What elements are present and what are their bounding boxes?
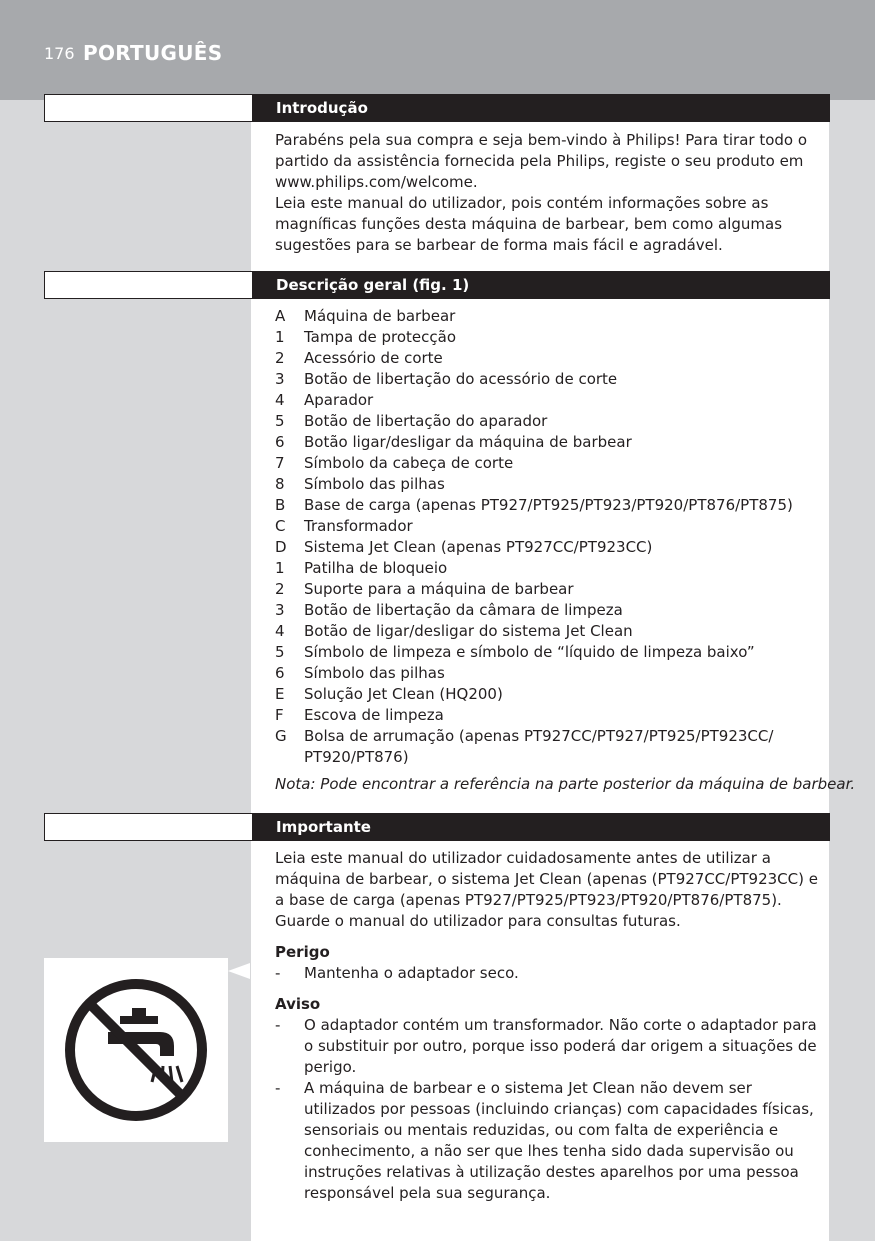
list-item <box>275 495 827 516</box>
list-item <box>275 726 827 768</box>
bullet-text: O adaptador contém um transformador. Não corte o adaptador para o substituir por outro, porque isso poderá dar origem a situações de perigo. <box>304 1016 817 1076</box>
danger-list <box>275 963 827 984</box>
page-number: 176 <box>44 44 75 63</box>
list-item-text: Sistema Jet Clean (apenas PT927CC/PT923CC) <box>304 538 653 556</box>
bullet-item <box>275 1015 827 1078</box>
list-item <box>275 306 827 327</box>
list-item <box>275 411 827 432</box>
bullet-text: A máquina de barbear e o sistema Jet Clean não devem ser utilizados por pessoas (incluindo crianças) com capacidades físicas, sensoriais ou mentais reduzidas, ou com falta de experiência e conhecimento, a não ser que lhes tenha sido dada supervisão ou instruções relativas à utilização destes aparelhos por uma pessoa responsável pela sua segurança. <box>304 1079 814 1202</box>
intro-paragraph-2: Leia este manual do utilizador, pois contém informações sobre as magníficas funções desta máquina de barbear, bem como algumas sugestões para se barbear de forma mais fácil e agradável. <box>275 194 783 254</box>
list-item-key: 7 <box>275 454 285 472</box>
list-item <box>275 327 827 348</box>
section-bar-overview <box>44 271 830 299</box>
list-item <box>275 516 827 537</box>
bullet-dash: - <box>275 964 281 982</box>
list-item-key: 5 <box>275 412 285 430</box>
list-item-text: Botão de ligar/desligar do sistema Jet Clean <box>304 622 633 640</box>
list-item-key: C <box>275 517 286 535</box>
list-item-key: 4 <box>275 391 285 409</box>
list-item-text: Símbolo das pilhas <box>304 664 445 682</box>
list-item-key: 1 <box>275 328 285 346</box>
list-item-key: 1 <box>275 559 285 577</box>
right-margin-strip <box>829 100 875 1241</box>
list-item <box>275 537 827 558</box>
list-item-key: E <box>275 685 285 703</box>
list-item-key: 8 <box>275 475 285 493</box>
list-item <box>275 684 827 705</box>
list-item <box>275 390 827 411</box>
list-item-text: Símbolo da cabeça de corte <box>304 454 514 472</box>
bullet-dash: - <box>275 1079 281 1097</box>
list-item <box>275 474 827 495</box>
list-item-key: 2 <box>275 580 285 598</box>
list-item-key: A <box>275 307 286 325</box>
bullet-item <box>275 963 827 984</box>
list-item <box>275 558 827 579</box>
list-item-text: Botão de libertação da câmara de limpeza <box>304 601 623 619</box>
bullet-dash: - <box>275 1016 281 1034</box>
section-title-overview: Descrição geral (fig. 1) <box>276 276 470 294</box>
list-item <box>275 705 827 726</box>
list-item-key: 3 <box>275 601 285 619</box>
list-item-text: Transformador <box>304 517 413 535</box>
bullet-text: Mantenha o adaptador seco. <box>304 964 519 982</box>
list-item-text: Escova de limpeza <box>304 706 444 724</box>
list-item <box>275 579 827 600</box>
list-item-key: B <box>275 496 286 514</box>
list-item-text: Símbolo das pilhas <box>304 475 445 493</box>
list-item-key: G <box>275 727 287 745</box>
list-item-text: Símbolo de limpeza e símbolo de “líquido de limpeza baixo” <box>304 643 755 661</box>
bullet-item <box>275 1078 827 1204</box>
list-item <box>275 600 827 621</box>
list-item-key: 5 <box>275 643 285 661</box>
list-item-key: D <box>275 538 287 556</box>
list-item <box>275 663 827 684</box>
list-item-key: 3 <box>275 370 285 388</box>
list-item-text: Tampa de protecção <box>304 328 456 346</box>
reference-note: Nota: Pode encontrar a referência na parte posterior da máquina de barbear. <box>275 775 856 793</box>
intro-text <box>275 130 827 256</box>
list-item <box>275 642 827 663</box>
list-item-text: Base de carga (apenas PT927/PT925/PT923/PT920/PT876/PT875) <box>304 496 793 514</box>
list-item <box>275 348 827 369</box>
list-item-text: Botão ligar/desligar da máquina de barbear <box>304 433 632 451</box>
list-item-text: Solução Jet Clean (HQ200) <box>304 685 503 703</box>
intro-paragraph-1: Parabéns pela sua compra e seja bem-vindo à Philips! Para tirar todo o partido da assistência fornecida pela Philips, registe o seu produto em www.philips.com/welcome. <box>275 131 808 191</box>
list-item-text: Suporte para a máquina de barbear <box>304 580 574 598</box>
list-item-text: Botão de libertação do acessório de corte <box>304 370 618 388</box>
parts-list <box>275 306 827 768</box>
list-item <box>275 621 827 642</box>
list-item <box>275 432 827 453</box>
section-bar-intro <box>44 94 830 122</box>
list-item <box>275 453 827 474</box>
section-title-important: Importante <box>276 818 371 836</box>
warning-symbol-box <box>44 958 228 1142</box>
section-title-intro: Introdução <box>276 99 368 117</box>
list-item-text: Acessório de corte <box>304 349 443 367</box>
list-item-text: Patilha de bloqueio <box>304 559 448 577</box>
warning-heading: Aviso <box>275 995 321 1013</box>
important-paragraph: Leia este manual do utilizador cuidadosamente antes de utilizar a máquina de barbear, o sistema Jet Clean (apenas (PT927CC/PT923CC) e a base de carga (apenas PT927/PT925/PT923/PT920/PT876/PT875). Guarde o manual do utilizador para consultas futuras. <box>275 849 818 930</box>
list-item-text: Bolsa de arrumação (apenas PT927CC/PT927/PT925/PT923CC/ PT920/PT876) <box>304 727 774 766</box>
list-item-text: Aparador <box>304 391 374 409</box>
list-item-key: F <box>275 706 284 724</box>
list-item-key: 6 <box>275 433 285 451</box>
warning-pointer <box>228 963 250 979</box>
list-item-key: 4 <box>275 622 285 640</box>
section-bar-important <box>44 813 830 841</box>
list-item-text: Máquina de barbear <box>304 307 456 325</box>
danger-heading: Perigo <box>275 943 330 961</box>
warning-list <box>275 1015 827 1204</box>
list-item-text: Botão de libertação do aparador <box>304 412 548 430</box>
list-item-key: 6 <box>275 664 285 682</box>
list-item-key: 2 <box>275 349 285 367</box>
no-water-tap-icon <box>64 978 208 1122</box>
important-text <box>275 848 827 1204</box>
list-item <box>275 369 827 390</box>
page-language-title: PORTUGUÊS <box>83 41 223 65</box>
